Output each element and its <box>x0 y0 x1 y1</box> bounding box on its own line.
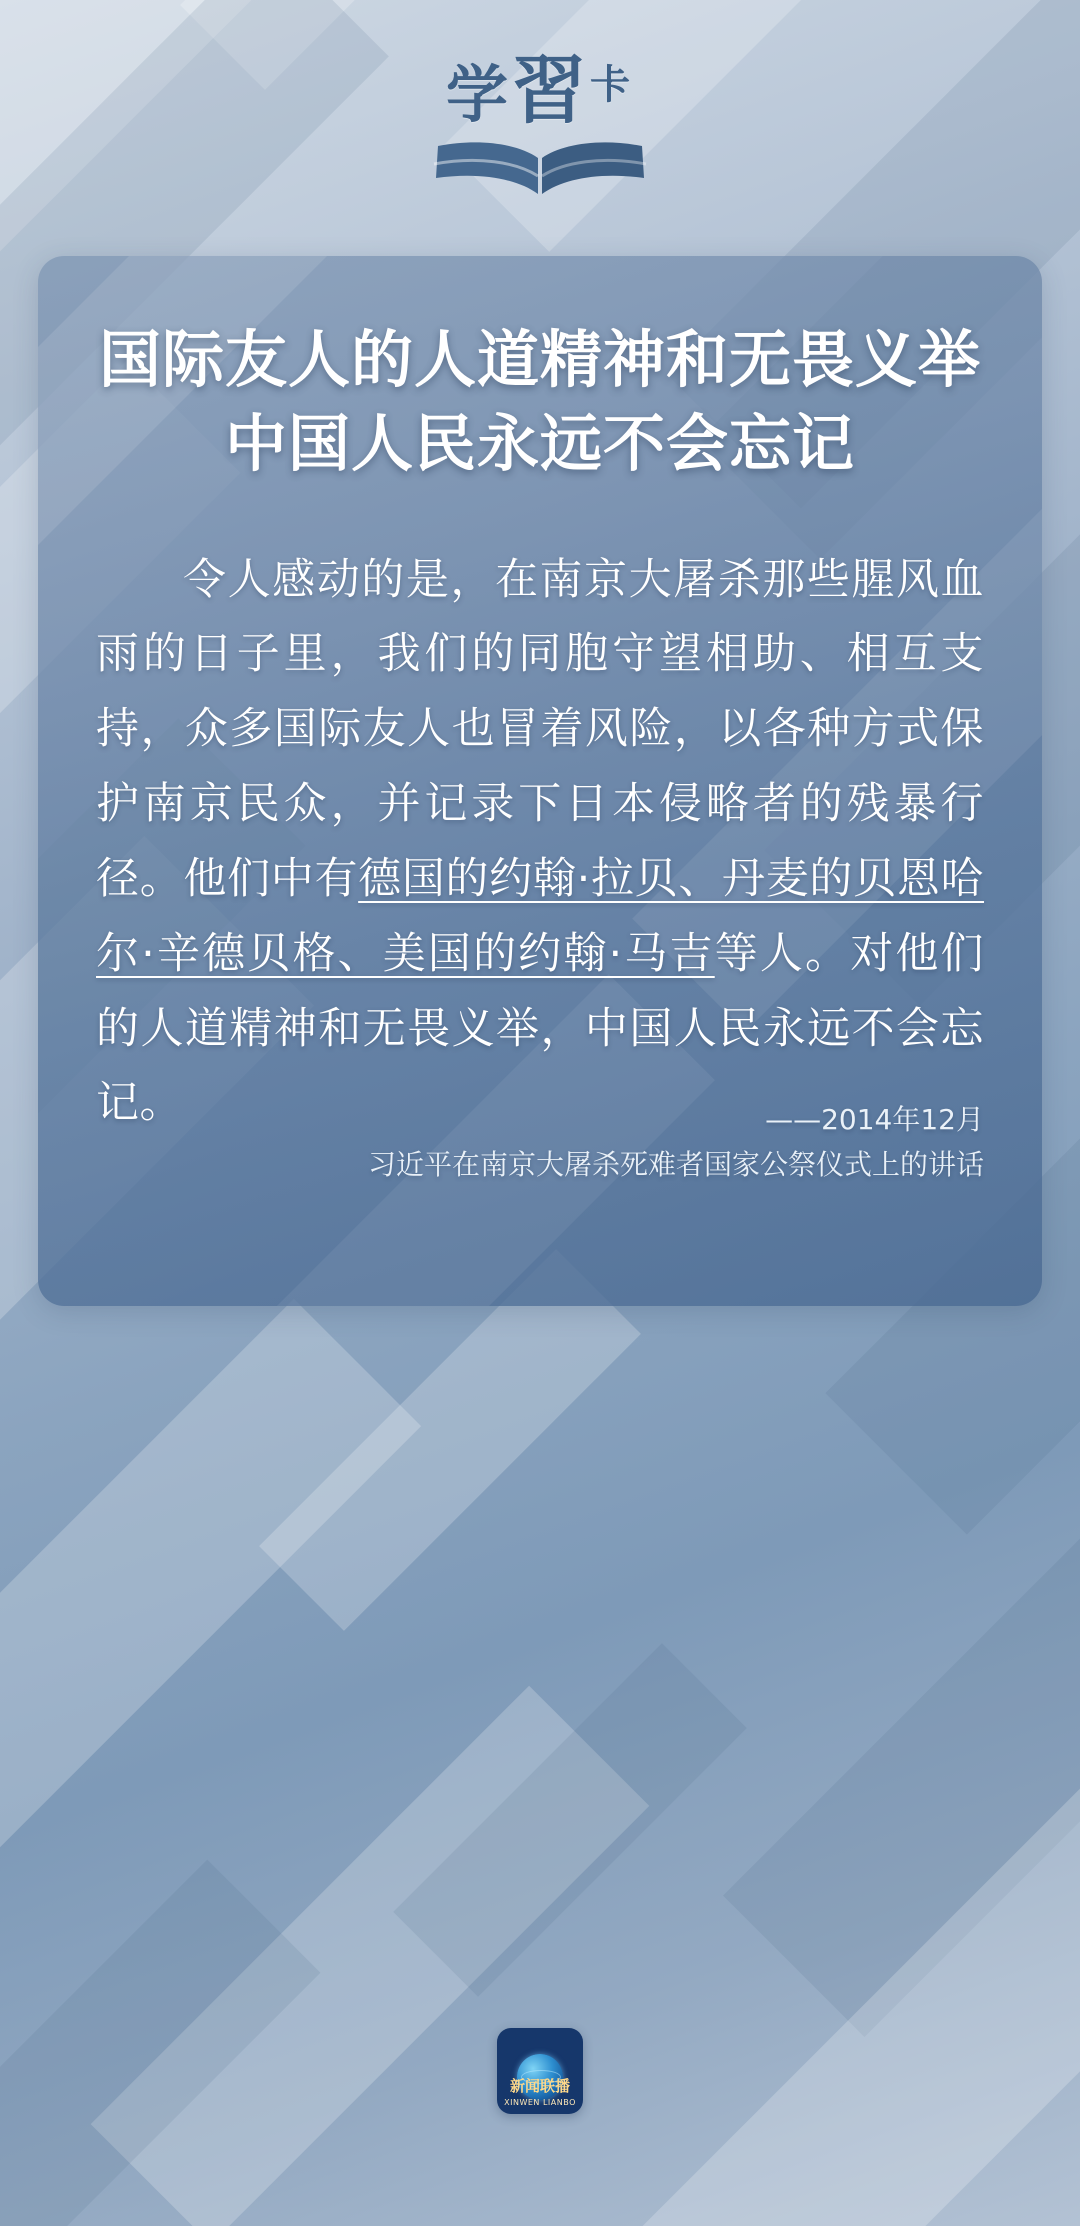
source-detail: 习近平在南京大屠杀死难者国家公祭仪式上的讲话 <box>367 1148 984 1182</box>
logo-char-xi: 習 <box>512 48 590 134</box>
header <box>0 48 1080 202</box>
content-card <box>38 256 1042 1306</box>
source-attribution <box>368 1098 984 1188</box>
page-title <box>96 318 984 487</box>
channel-name: 新闻联播 <box>509 2077 570 2095</box>
paragraph-part-1: 令人感动的是，在南京大屠杀那些腥风血雨的日子里，我们的同胞守望相助、相互支持，众多国际友人也冒着风险，以各种方式保护南京民众，并记录下日本侵略者的残暴行径。他们中有 <box>96 554 984 904</box>
card-content <box>38 256 1042 1141</box>
channel-pinyin: XINWEN LIANBO <box>504 2098 576 2107</box>
logo-characters <box>430 48 650 134</box>
logo-char-xue: 学 <box>445 58 512 131</box>
footer <box>0 2028 1080 2118</box>
xinwen-lianbo-logo <box>497 2028 583 2114</box>
title-line-2: 中国人民永远不会忘记 <box>224 407 855 481</box>
xuexi-card-logo <box>430 48 650 202</box>
quote-paragraph <box>96 543 984 1142</box>
open-book-icon <box>430 134 650 202</box>
title-line-1: 国际友人的人道精神和无畏义举 <box>98 323 981 396</box>
paragraph-part-2: 等人。对他们的人道精神和无畏义举，中国人民永远不会忘记。 <box>96 928 985 1129</box>
source-date: ——2014年12月 <box>765 1103 984 1137</box>
logo-char-ka: 卡 <box>590 61 634 108</box>
paragraph-underlined-names: 德国的约翰·拉贝、丹麦的贝恩哈尔·辛德贝格、美国的约翰·马吉 <box>96 853 985 979</box>
